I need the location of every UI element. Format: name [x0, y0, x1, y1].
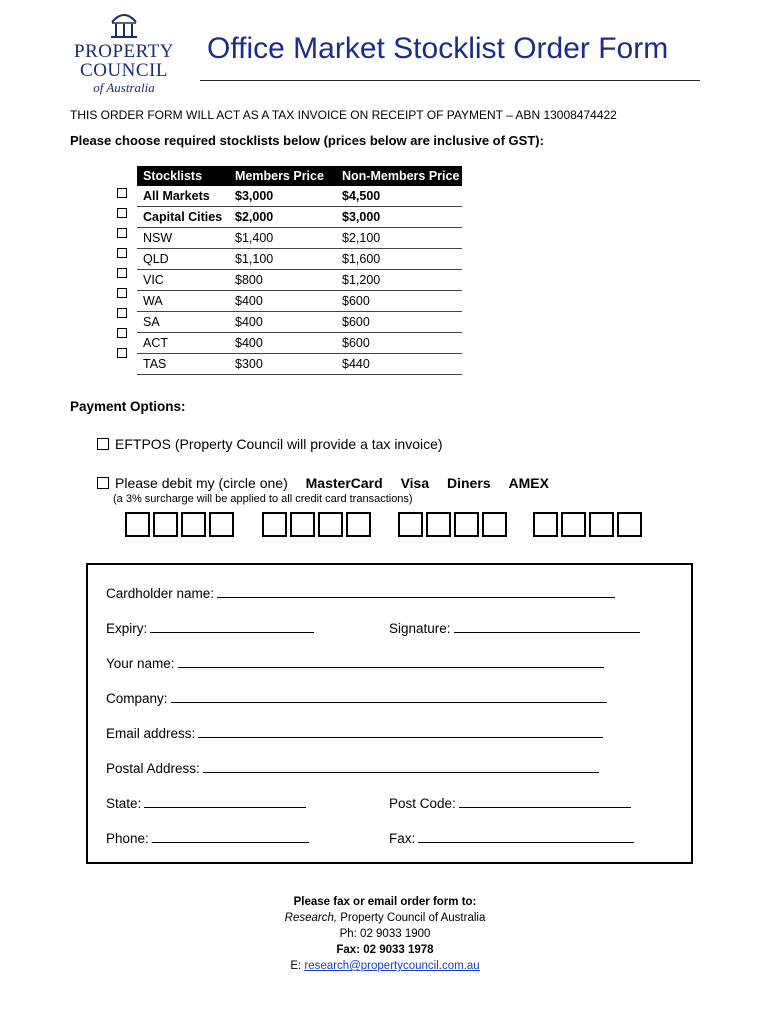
table-row	[137, 291, 462, 312]
table-cell: $1,600	[336, 249, 462, 270]
table-row	[137, 270, 462, 291]
expiry-label: Expiry:	[106, 621, 148, 636]
table-cell: $400	[229, 333, 336, 354]
postal-field[interactable]	[203, 760, 599, 773]
state-label: State:	[106, 796, 142, 811]
card-digit-box[interactable]	[561, 512, 586, 537]
table-cell: $3,000	[336, 207, 462, 228]
phone-field[interactable]	[152, 830, 309, 843]
table-cell: All Markets	[137, 186, 229, 207]
signature-row	[389, 620, 640, 636]
postcode-label: Post Code:	[389, 796, 456, 811]
card-digit-box[interactable]	[617, 512, 642, 537]
card-number-group-4	[533, 512, 645, 537]
table-row	[137, 333, 462, 354]
card-digit-box[interactable]	[398, 512, 423, 537]
company-field[interactable]	[171, 690, 607, 703]
checkbox-capital-cities[interactable]	[117, 208, 127, 218]
table-cell: $400	[229, 312, 336, 333]
postal-row	[106, 760, 599, 776]
table-cell: $600	[336, 333, 462, 354]
table-cell: TAS	[137, 354, 229, 375]
logo-line-2: COUNCIL	[80, 60, 168, 81]
logo-line-3: of Australia	[93, 80, 155, 95]
table-cell: $1,400	[229, 228, 336, 249]
table-row	[137, 312, 462, 333]
phone-row	[106, 830, 309, 846]
card-mastercard[interactable]: MasterCard	[305, 475, 383, 491]
signature-label: Signature:	[389, 621, 451, 636]
company-row	[106, 690, 607, 706]
table-row	[137, 249, 462, 270]
header-members-price: Members Price	[229, 166, 336, 186]
card-digit-box[interactable]	[209, 512, 234, 537]
fax-field[interactable]	[418, 830, 634, 843]
table-cell: $300	[229, 354, 336, 375]
state-row	[106, 795, 306, 811]
checkbox-sa[interactable]	[117, 308, 127, 318]
card-digit-box[interactable]	[290, 512, 315, 537]
footer-email-line	[0, 958, 770, 974]
table-row	[137, 186, 462, 207]
table-cell: $600	[336, 291, 462, 312]
title-divider	[200, 80, 700, 81]
company-label: Company:	[106, 691, 168, 706]
table-row	[137, 354, 462, 375]
page-title: Office Market Stocklist Order Form	[207, 32, 669, 65]
your-name-label: Your name:	[106, 656, 175, 671]
card-diners[interactable]: Diners	[447, 475, 491, 491]
card-digit-box[interactable]	[426, 512, 451, 537]
table-cell: $2,000	[229, 207, 336, 228]
footer-research: Research,	[284, 912, 338, 924]
table-cell: $4,500	[336, 186, 462, 207]
checkbox-vic[interactable]	[117, 268, 127, 278]
checkbox-act[interactable]	[117, 328, 127, 338]
checkbox-wa[interactable]	[117, 288, 127, 298]
checkbox-all-markets[interactable]	[117, 188, 127, 198]
card-digit-box[interactable]	[589, 512, 614, 537]
signature-field[interactable]	[454, 620, 640, 633]
your-name-row	[106, 655, 604, 671]
table-cell: Capital Cities	[137, 207, 229, 228]
table-row	[137, 207, 462, 228]
card-digit-box[interactable]	[482, 512, 507, 537]
card-visa[interactable]: Visa	[400, 475, 430, 491]
card-digit-box[interactable]	[346, 512, 371, 537]
table-cell: NSW	[137, 228, 229, 249]
postal-label: Postal Address:	[106, 761, 200, 776]
choose-instructions: Please choose required stocklists below (prices below are inclusive of GST):	[70, 133, 544, 148]
stocklist-table	[137, 166, 462, 375]
checkbox-nsw[interactable]	[117, 228, 127, 238]
header-stocklists: Stocklists	[137, 166, 229, 186]
cardholder-label: Cardholder name:	[106, 586, 215, 601]
debit-checkbox[interactable]	[97, 477, 109, 489]
your-name-field[interactable]	[178, 655, 604, 668]
email-field[interactable]	[198, 725, 603, 738]
table-cell: $600	[336, 312, 462, 333]
card-number-group-3	[398, 512, 510, 537]
header-non-members-price: Non-Members Price	[336, 166, 462, 186]
table-header-row	[137, 166, 462, 186]
eftpos-label: EFTPOS (Property Council will provide a tax invoice)	[115, 436, 443, 452]
email-row	[106, 725, 603, 741]
footer-email-link[interactable]: research@propertycouncil.com.au	[304, 960, 480, 972]
card-digit-box[interactable]	[533, 512, 558, 537]
card-digit-box[interactable]	[181, 512, 206, 537]
logo-line-1: PROPERTY	[74, 41, 174, 62]
table-cell: $400	[229, 291, 336, 312]
card-number-group-2	[262, 512, 374, 537]
table-cell: $2,100	[336, 228, 462, 249]
table-cell: WA	[137, 291, 229, 312]
card-digit-box[interactable]	[262, 512, 287, 537]
eftpos-option	[97, 436, 443, 452]
cardholder-field[interactable]	[217, 585, 615, 598]
tax-invoice-note: THIS ORDER FORM WILL ACT AS A TAX INVOICE ON RECEIPT OF PAYMENT – ABN 13008474422	[70, 108, 617, 122]
card-digit-box[interactable]	[318, 512, 343, 537]
card-digit-box[interactable]	[454, 512, 479, 537]
footer-heading: Please fax or email order form to:	[293, 896, 477, 908]
table-cell: $800	[229, 270, 336, 291]
table-cell: SA	[137, 312, 229, 333]
postcode-field[interactable]	[459, 795, 631, 808]
expiry-field[interactable]	[150, 620, 314, 633]
footer-phone: Ph: 02 9033 1900	[339, 928, 431, 940]
table-cell: VIC	[137, 270, 229, 291]
fax-label: Fax:	[389, 831, 416, 846]
debit-option	[97, 475, 549, 491]
table-row	[137, 228, 462, 249]
eftpos-checkbox[interactable]	[97, 438, 109, 450]
table-cell: QLD	[137, 249, 229, 270]
footer-org-line	[0, 910, 770, 926]
card-digit-box[interactable]	[125, 512, 150, 537]
card-number-group-1	[125, 512, 237, 537]
postcode-row	[389, 795, 631, 811]
table-cell: ACT	[137, 333, 229, 354]
phone-label: Phone:	[106, 831, 149, 846]
stocklist-checkboxes	[117, 188, 127, 368]
table-cell: $1,200	[336, 270, 462, 291]
footer-email-prefix: E:	[290, 960, 305, 972]
payment-options-heading: Payment Options:	[70, 399, 186, 414]
table-cell: $1,100	[229, 249, 336, 270]
card-digit-box[interactable]	[153, 512, 178, 537]
footer-org: Property Council of Australia	[337, 912, 486, 924]
footer-fax: Fax: 02 9033 1978	[336, 944, 434, 956]
surcharge-note: (a 3% surcharge will be applied to all credit card transactions)	[113, 493, 413, 505]
checkbox-tas[interactable]	[117, 348, 127, 358]
cardholder-row	[106, 585, 615, 601]
card-amex[interactable]: AMEX	[508, 475, 549, 491]
table-cell: $440	[336, 354, 462, 375]
details-form	[86, 563, 693, 864]
fax-row	[389, 830, 634, 846]
state-field[interactable]	[144, 795, 306, 808]
building-icon	[108, 10, 140, 40]
footer-contact	[0, 894, 770, 974]
email-label: Email address:	[106, 726, 196, 741]
expiry-row	[106, 620, 314, 636]
debit-label: Please debit my (circle one)	[115, 475, 288, 491]
logo	[68, 10, 180, 95]
table-cell: $3,000	[229, 186, 336, 207]
checkbox-qld[interactable]	[117, 248, 127, 258]
